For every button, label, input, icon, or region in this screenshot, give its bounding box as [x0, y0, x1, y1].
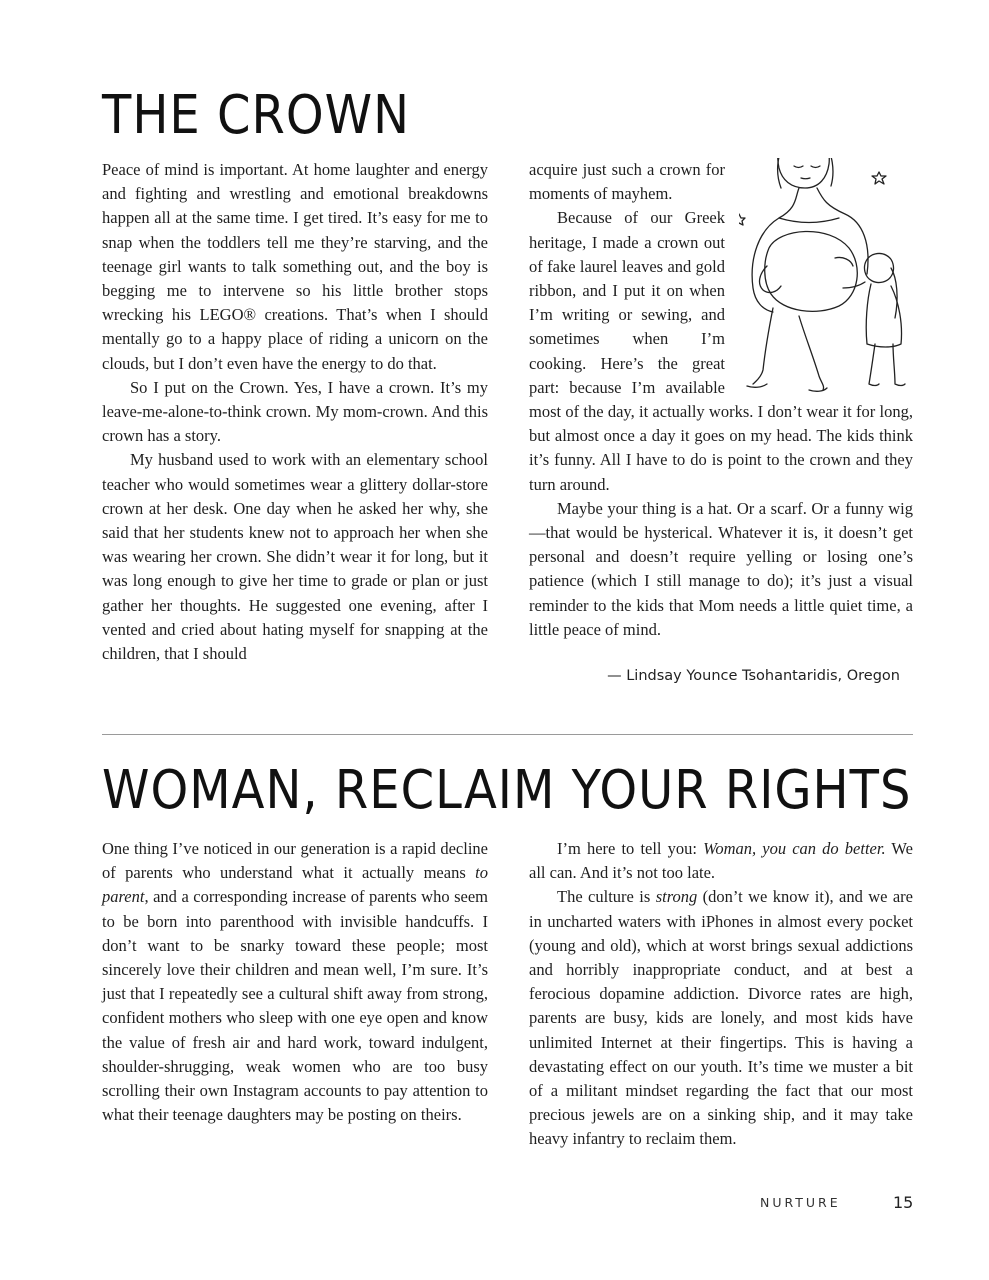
paragraph: The culture is strong (don’t we know it), and we are in uncharted waters with iPhones in almost every pocket (young and old), which at worst brings sexual addictions and horribly inappropriate conduct, and at best a ferocious dopamine addiction. Divorce rates are high, parents are busy, kids are lonely, and most kids have unlimited Internet at their fingertips. This is having a devastating effect on our youth. It’s time we muster a bit of a militant mindset regarding the fact that our most precious jewels are on a sinking ship, and it may take heavy infantry to reclaim them.	[529, 887, 913, 1149]
paragraph: Peace of mind is important. At home laughter and energy and fighting and wrestling and emotional breakdowns happen all at the same time. I get tired. It’s easy for me to snap when the toddlers tell me they’re starving, and the teenage girl wants to talk something out, and the boy is begging me to intervene so his little brother stops wrecking his LEGO® creations. That’s when I should mentally go to a happy place of riding a unicorn on the clouds, but I don’t even have the energy to do that.	[102, 160, 488, 373]
paragraph: One thing I’ve noticed in our generation is a rapid decline of parents who understand what it actually means to parent, and a corresponding increase of parents who seem to be born into parenthood with invisible handcuffs. I don’t want to be snarky toward these people; most sincerely love their children and mean well, I’m sure. It’s just that I repeatedly see a cultural shift away from strong, confident mothers who sleep with one eye open and know the value of fresh air and hard work, toward indulgent, shoulder-shrugging, weak women who are too busy scrolling their own Instagram accounts to pay attention to what their teenage daughters may be posting on theirs.	[102, 839, 488, 1125]
crown-column-right	[529, 158, 913, 642]
paragraph: Because of our Greek heritage, I made a crown out of fake laurel leaves and gold ribbon, and I put it on when I’m writing or sewing, and sometimes when I’m cooking. Here’s the great part: because I’m available most of the day, it actually works. I don’t wear it for long, but almost once a day it goes on my head. The kids think it’s funny. All I have to do is point to the crown and they turn around.	[529, 208, 913, 494]
paragraph: acquire just such a crown for moments of mayhem.	[529, 160, 725, 204]
attribution: — Lindsay Younce Tsohantaridis, Oregon	[607, 668, 900, 684]
running-footer-label: NURTURE	[760, 1195, 841, 1210]
paragraph: My husband used to work with an elementary school teacher who would sometimes wear a glittery dollar-store crown at her desk. One day when he asked her why, she said that her students knew not to approach her when she was wearing her crown. She didn’t wear it for long, but it was long enough to give her time to grade or plan or just gather her thoughts. He suggested one evening, after I vented and cried about hating myself for snapping at the children, that I should	[102, 450, 488, 664]
crown-column-left	[102, 158, 488, 666]
reclaim-column-right	[529, 837, 913, 1152]
page-number: 15	[893, 1193, 914, 1212]
paragraph: So I put on the Crown. Yes, I have a crown. It’s my leave-me-alone-to-think crown. My mom-crown. And this crown has a story.	[102, 377, 488, 446]
paragraph: I’m here to tell you: Woman, you can do better. We all can. And it’s not too late.	[529, 839, 914, 883]
paragraph: Maybe your thing is a hat. Or a scarf. Or a funny wig—that would be hysterical. Whatever it is, it doesn’t get personal and doesn’t require yelling or losing one’s patience (which I still manage to do); it’s just a visual reminder to the kids that Mom needs a little quiet time, a little peace of mind.	[529, 498, 913, 639]
mother-and-child-drawing-icon	[739, 158, 913, 396]
section-title-the-crown: THE CROWN	[102, 83, 411, 147]
section-title-reclaim-rights: WOMAN, RECLAIM YOUR RIGHTS	[102, 758, 912, 822]
section-divider	[102, 734, 913, 735]
reclaim-column-left	[102, 837, 488, 1127]
